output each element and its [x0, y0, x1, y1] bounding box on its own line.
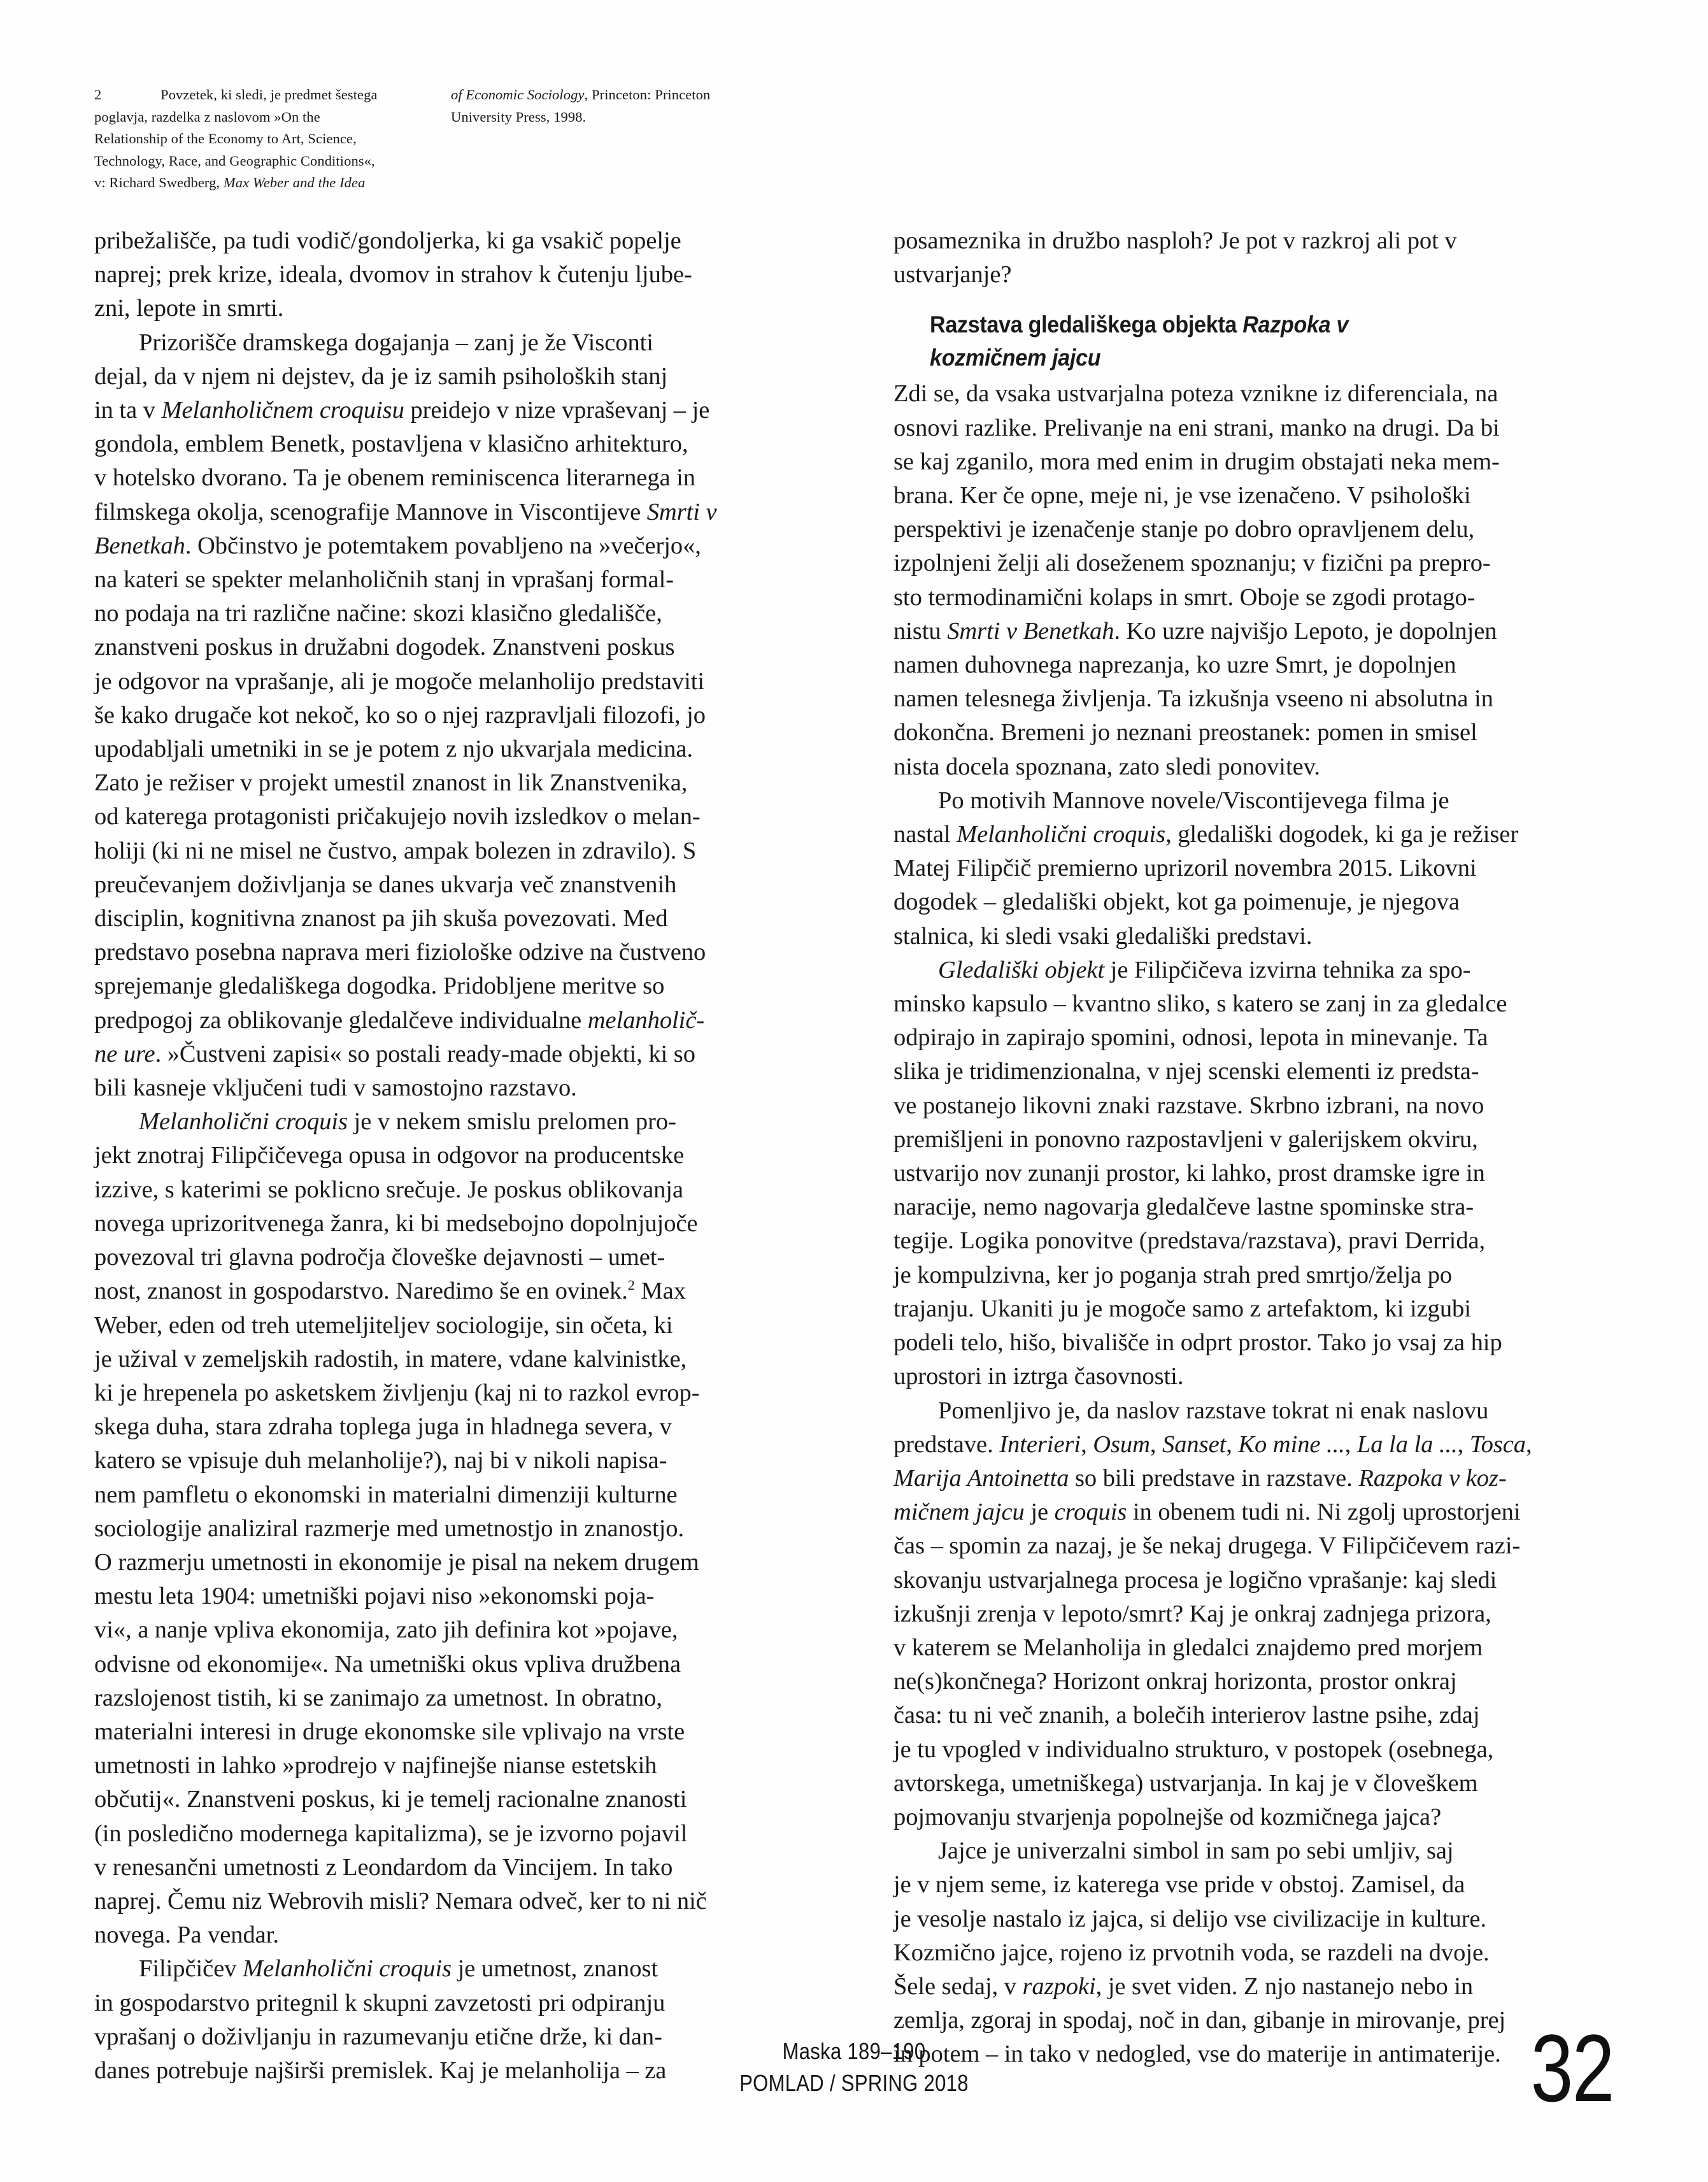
italic-run: Benetkah: [94, 532, 185, 559]
text-line: [893, 1326, 1616, 1360]
text-line: [94, 1715, 817, 1749]
text-run: Max: [634, 1278, 686, 1305]
italic-run: ne ure: [94, 1040, 155, 1067]
text-run: od katerega protagonisti pričakujejo novih izsledkov o melan-: [94, 803, 701, 831]
text-line: [94, 1885, 817, 1918]
text-line: [893, 648, 1616, 682]
text-run: disciplin, kognitivna znanost pa jih skuša povezovati. Med: [94, 905, 668, 932]
italic-run: of Economic Sociology: [451, 87, 585, 103]
page-number: 32: [1530, 2014, 1614, 2121]
text-run: na kateri se spekter melanholičnih stanj in vprašanj formal-: [94, 566, 674, 594]
text-line: [893, 1902, 1616, 1936]
italic-run: La la la ...: [1356, 1430, 1458, 1458]
text-run: ustvarjanje?: [893, 261, 1012, 289]
italic-run: Smrti v: [646, 498, 717, 525]
text-run: Zato je režiser v projekt umestil znanost in lik Znanstvenika,: [94, 769, 688, 797]
text-run: umetnosti in lahko »prodrejo v najfinejše nianse estetskih: [94, 1752, 657, 1779]
text-run: je odgovor na vprašanje, ali je mogoče melanholijo predstaviti: [94, 667, 705, 695]
text-run: upodabljali umetniki in se je potem z njo ukvarjala medicina.: [94, 736, 693, 763]
text-run: Po motivih Mannove novele/Viscontijevega filma je: [938, 787, 1449, 814]
text-run: je kompulzivna, ker jo poganja strah pred smrtjo/želja po: [893, 1261, 1453, 1288]
text-line: [94, 1444, 817, 1478]
text-line: [893, 1733, 1616, 1767]
italic-run: Ko mine ...: [1238, 1430, 1345, 1458]
text-line: [893, 1360, 1616, 1394]
text-line: [893, 1834, 1616, 1868]
text-run: posameznika in družbo nasploh? Je pot v razkroj ali pot v: [893, 227, 1457, 254]
text-run: ve postanejo likovni znaki razstave. Skrbno izbrani, na novo: [893, 1092, 1484, 1119]
text-line: [893, 1089, 1616, 1123]
text-run: in gospodarstvo pritegnil k skupni zavzetosti pri odpiranju: [94, 1989, 665, 2016]
text-run: je: [1024, 1499, 1055, 1526]
text-line: [893, 1190, 1616, 1224]
italic-run: Melanholični croquis: [139, 1108, 348, 1136]
text-run: naracije, nemo nagovarja gledalčeve lastne spominske stra-: [893, 1194, 1474, 1221]
text-run: . »Čustveni zapisi« so postali ready-made objekti, ki so: [155, 1040, 695, 1067]
text-line: [94, 461, 817, 495]
text-line: [94, 936, 817, 969]
text-run: dejal, da v njem ni dejstev, da je iz samih psiholoških stanj: [94, 362, 668, 390]
text-run: slika je tridimenzionalna, v njej scenski elementi iz predsta-: [893, 1058, 1479, 1085]
text-line: [94, 631, 817, 664]
italic-run: Marija Antoinetta: [893, 1464, 1069, 1492]
footnote-line: Technology, Race, and Geographic Conditions«,: [94, 152, 375, 169]
text-line: [893, 2004, 1616, 2037]
text-run: ,: [1525, 1430, 1532, 1458]
text-line: [94, 969, 817, 1003]
text-run: naprej. Čemu niz Webrovih misli? Nemara odveč, ker to ni nič: [94, 1887, 707, 1915]
text-line: [94, 1817, 817, 1851]
text-run: , gledališki dogodek, ki ga je režiser: [1165, 821, 1519, 848]
text-line: [893, 1157, 1616, 1190]
text-line: [893, 1699, 1616, 1732]
text-run: Filipčičev: [139, 1955, 243, 1983]
text-run: Šele sedaj, v: [893, 1972, 1023, 2000]
text-run: izzive, s katerimi se poklicno srečuje. Je poskus oblikovanja: [94, 1176, 683, 1203]
text-run: odpirajo in zapirajo spomini, odnosi, lepota in minevanje. Ta: [893, 1024, 1488, 1052]
text-line: [893, 1529, 1616, 1563]
text-run: vi«, a nanje vpliva ekonomija, zato jih definira kot »pojave,: [94, 1616, 678, 1644]
text-line: [94, 1512, 817, 1546]
text-line: [94, 1681, 817, 1715]
text-run: tegije. Logika ponovitve (predstava/razstava), pravi Derrida,: [893, 1227, 1486, 1255]
paragraph: [893, 953, 1616, 1394]
text-line: [94, 1105, 817, 1139]
text-run: razslojenost tistih, ki se zanimajo za umetnost. In obratno,: [94, 1684, 662, 1711]
text-run: uprostori in iztrga časovnosti.: [893, 1363, 1184, 1390]
text-run: avtorskega, umetniškega) ustvarjanja. In kaj je v človeškem: [893, 1769, 1478, 1797]
text-run: trajanju. Ukaniti ju je mogoče samo z artefaktom, ki izgubi: [893, 1295, 1471, 1322]
italic-run: razpoki: [1022, 1972, 1096, 2000]
text-line: [893, 750, 1616, 784]
paragraph: [94, 1105, 817, 1952]
text-run: je umetnost, znanost: [452, 1955, 658, 1983]
text-line: [893, 1394, 1616, 1428]
text-run: izkušnji zrenja v lepoto/smrt? Kaj je onkraj zadnjega prizora,: [893, 1600, 1491, 1627]
text-line: [893, 479, 1616, 513]
text-run: še kako drugače kot nekoč, ko so o njej razpravljali filozofi, jo: [94, 701, 706, 729]
text-line: [893, 920, 1616, 953]
text-line: [893, 224, 1616, 258]
text-run: perspektivi je izenačenje stanje po dobro opravljenem delu,: [893, 516, 1475, 543]
text-run: pojmovanju stvarjenja popolnejše od kozmičnega jajca?: [893, 1803, 1442, 1830]
text-run: , je svet viden. Z njo nastanejo nebo in: [1095, 1972, 1474, 2000]
text-line: [94, 563, 817, 597]
text-run: gondola, emblem Benetk, postavljena v klasično arhitekturo,: [94, 431, 688, 458]
footnote-left-column: [94, 84, 413, 194]
text-run: so bili predstave in razstave.: [1069, 1464, 1359, 1492]
text-run: preidejo v nize vpraševanj – je: [404, 397, 710, 424]
text-run: ,: [1226, 1430, 1239, 1458]
italic-run: Osum: [1093, 1430, 1150, 1458]
text-run: brana. Ker če opne, meje ni, je vse izenačeno. V psihološki: [893, 482, 1471, 510]
text-line: [893, 1936, 1616, 1970]
text-run: sto termodinamični kolaps in smrt. Oboje se zgodi protago-: [893, 583, 1476, 611]
text-run: ,: [1344, 1430, 1357, 1458]
text-run: podeli telo, hišo, bivališče in odprt prostor. Tako jo vsaj za hip: [893, 1329, 1502, 1357]
italic-run: Sanset: [1162, 1430, 1227, 1458]
text-line: [94, 1613, 817, 1647]
right-text-column: [893, 224, 1616, 2088]
text-line: [94, 1241, 817, 1274]
text-run: ,: [1081, 1430, 1093, 1458]
italic-run: kozmičnem jajcu: [930, 345, 1101, 371]
italic-run: Gledališki objekt: [938, 956, 1105, 983]
journal-issue-line: Maska 189–190: [782, 2038, 926, 2064]
text-run: je vesolje nastalo iz jajca, si delijo vse civilizacije in kulture.: [893, 1905, 1487, 1932]
text-line: [94, 529, 817, 563]
text-run: pribežališče, pa tudi vodič/gondoljerka, ki ga vsakič popelje: [94, 227, 681, 254]
text-run: je v njem seme, iz katerega vse pride v obstoj. Zamisel, da: [893, 1871, 1465, 1899]
text-line: [94, 834, 817, 868]
text-line: [893, 1021, 1616, 1055]
text-line: [94, 258, 817, 292]
text-run: holiji (ki ni ne misel ne čustvo, ampak bolezen in zdravilo). S: [94, 837, 697, 864]
text-line: [94, 1376, 817, 1410]
text-run: je tu vpogled v individualno strukturo, v postopek (osebnega,: [893, 1736, 1494, 1763]
text-run: in obenem tudi ni. Ni zgolj uprostorjeni: [1127, 1499, 1521, 1526]
text-line: [94, 1986, 817, 2020]
text-run: dogodek – gledališki objekt, kot ga poimenuje, je njegova: [893, 888, 1460, 916]
text-run: ne(s)končnega? Horizont onkraj horizonta, prostor onkraj: [893, 1668, 1457, 1695]
text-run: bili kasneje vključeni tudi v samostojno razstavo.: [94, 1074, 577, 1102]
text-line: [893, 953, 1616, 987]
text-line: [893, 1428, 1616, 1462]
text-line: [893, 784, 1616, 818]
text-line: [94, 1851, 817, 1885]
text-run: . Ko uzre najvišjo Lepoto, je dopolnjen: [1114, 617, 1497, 645]
body-columns: [94, 224, 1616, 2088]
text-line: [893, 1259, 1616, 1292]
text-run: ki je hrepenela po asketskem življenju (kaj ni to razkol evrop-: [94, 1379, 700, 1406]
text-run: zni, lepote in smrti.: [94, 295, 284, 322]
italic-run: melanholič-: [587, 1006, 705, 1034]
text-line: [893, 1123, 1616, 1157]
text-line: [893, 1970, 1616, 2004]
text-run: Matej Filipčič premierno uprizoril novembra 2015. Likovni: [893, 855, 1477, 882]
text-run: odvisne od ekonomije«. Na umetniški okus vpliva družbena: [94, 1650, 681, 1678]
text-line: [893, 1055, 1616, 1088]
text-line: [94, 1139, 817, 1173]
text-line: [94, 224, 817, 258]
text-line: [94, 360, 817, 394]
text-line: [893, 682, 1616, 716]
text-line: [893, 411, 1616, 445]
text-run: vprašanj o doživljanju in razumevanju etične drže, ki dan-: [94, 2023, 662, 2050]
text-line: [893, 1462, 1616, 1495]
footnote-line: poglavja, razdelka z naslovom »On the: [94, 108, 320, 125]
text-run: Jajce je univerzalni simbol in sam po sebi umljiv, saj: [938, 1837, 1454, 1865]
text-run: je Filipčičeva izvirna tehnika za spo-: [1104, 956, 1471, 983]
text-line: [893, 1597, 1616, 1631]
text-run: premišljeni in ponovno razpostavljeni v galerijskem okviru,: [893, 1125, 1478, 1153]
text-run: novega uprizoritvenega žanra, ki bi medsebojno dopolnjujoče: [94, 1209, 698, 1237]
text-run: jekt znotraj Filipčičevega opusa in odgovor na producentske: [94, 1142, 685, 1169]
text-line: [94, 800, 817, 834]
text-line: [893, 987, 1616, 1021]
text-run: novega. Pa vendar.: [94, 1922, 279, 1949]
text-line: [893, 885, 1616, 919]
text-run: skovanju ustvarjalnega procesa je logično vprašanje: kaj sledi: [893, 1566, 1497, 1594]
italic-run: Melanholičnem croquisu: [161, 397, 404, 424]
italic-run: Melanholični croquis: [957, 821, 1166, 848]
text-run: nista docela spoznana, zato sledi ponovitev.: [893, 753, 1320, 780]
text-run: O razmerju umetnosti in ekonomije je pisal na nekem drugem: [94, 1548, 699, 1576]
text-line: [893, 615, 1616, 648]
text-line: [893, 546, 1616, 580]
text-line: [893, 1767, 1616, 1801]
text-run: je v nekem smislu prelomen pro-: [347, 1108, 676, 1136]
italic-run: croquis: [1054, 1499, 1127, 1526]
text-run: dokončna. Bremeni jo neznani preostanek: pomen in smisel: [893, 719, 1477, 746]
text-run: predstavo posebna naprava meri fiziološke odzive na čustveno: [94, 939, 706, 966]
text-run: osnovi razlike. Prelivanje na eni strani, manko na drugi. Da bi: [893, 414, 1500, 441]
text-line: [94, 326, 817, 360]
text-line: [94, 427, 817, 461]
text-line: [94, 1038, 817, 1071]
text-line: [893, 1495, 1616, 1529]
text-line: [94, 699, 817, 732]
paragraph: [94, 326, 817, 1106]
text-run: nastal: [893, 821, 957, 848]
paragraph: [893, 377, 1616, 783]
text-run: skega duha, stara zdraha toplega juga in hladnega severa, v: [94, 1413, 672, 1441]
text-line: [94, 1579, 817, 1613]
text-line: [94, 1749, 817, 1783]
text-run: izpolnjeni želji ali doseženem spoznanju; v fizični pa prepro-: [893, 550, 1491, 577]
text-line: [893, 1224, 1616, 1258]
text-run: stalnica, ki sledi vsaki gledališki predstavi.: [893, 922, 1313, 950]
text-line: [94, 1004, 817, 1038]
text-line: [893, 1631, 1616, 1665]
text-line: [94, 1952, 817, 1986]
text-run: Weber, eden od treh utemeljiteljev sociologije, sin očeta, ki: [94, 1311, 673, 1339]
footnote-line: Relationship of the Economy to Art, Science,: [94, 131, 357, 147]
text-run: preučevanjem doživljanja se danes ukvarja več znanstvenih: [94, 871, 677, 898]
footnote-line: University Press, 1998.: [451, 108, 587, 125]
text-run: (in posledično modernega kapitalizma), se je izvorno pojavil: [94, 1820, 688, 1847]
journal-season-line: POMLAD / SPRING 2018: [739, 2070, 969, 2096]
paragraph: [893, 224, 1616, 292]
text-line: [94, 868, 817, 902]
text-run: nem pamfletu o ekonomski in materialni dimenziji kulturne: [94, 1481, 678, 1508]
footnote-line: of Economic Sociology, Princeton: Princeton: [451, 87, 711, 103]
text-line: [893, 818, 1616, 852]
text-line: [94, 1648, 817, 1681]
text-line: [893, 852, 1616, 885]
text-run: sociologije analiziral razmerje med umetnostjo in znanostjo.: [94, 1515, 685, 1542]
section-heading-line: [893, 341, 1558, 374]
text-run: v katerem se Melanholija in gledalci znajdemo pred morjem: [893, 1634, 1483, 1661]
text-line: [94, 292, 817, 325]
section-heading: [893, 292, 1558, 377]
text-line: [94, 1478, 817, 1512]
footnote-line: v: Richard Swedberg, Max Weber and the Idea: [94, 175, 366, 191]
text-line: [893, 1801, 1616, 1834]
text-run: naprej; prek krize, ideala, dvomov in strahov k čutenju ljube-: [94, 261, 692, 289]
italic-run: mičnem jajcu: [893, 1499, 1025, 1526]
text-line: [893, 1868, 1616, 1902]
text-line: [94, 902, 817, 936]
text-line: [893, 1665, 1616, 1699]
text-line: [893, 716, 1616, 750]
italic-run: Tosca: [1469, 1430, 1526, 1458]
paragraph: [893, 1394, 1616, 1835]
text-run: povezoval tri glavna področja človeške dejavnosti – umet-: [94, 1244, 665, 1271]
footnote-line: 2 Povzetek, ki sledi, je predmet šestega: [94, 87, 378, 103]
text-run: je užival v zemeljskih radostih, in matere, vdane kalvinistke,: [94, 1345, 687, 1373]
text-run: namen duhovnega naprezanja, ko uzre Smrt, je dopolnjen: [893, 652, 1456, 679]
italic-run: Interieri: [999, 1430, 1081, 1458]
text-line: [94, 1173, 817, 1207]
text-line: [94, 597, 817, 631]
text-line: [94, 1546, 817, 1579]
text-line: [94, 394, 817, 427]
text-run: no podaja na tri različne načine: skozi klasično gledališče,: [94, 600, 662, 627]
text-line: [893, 377, 1616, 411]
text-run: predpogoj za oblikovanje gledalčeve individualne: [94, 1006, 588, 1034]
text-line: [893, 445, 1616, 479]
journal-imprint: [120, 2036, 1589, 2099]
text-run: se kaj zganilo, mora med enim in drugim obstajati neka mem-: [893, 448, 1500, 475]
text-run: filmskega okolja, scenografije Mannove in Viscontijeve: [94, 498, 647, 525]
italic-run: Razpoka v: [1242, 311, 1349, 338]
text-run: katero se vpisuje duh melanholije?), naj bi v nikoli napisa-: [94, 1447, 667, 1474]
text-run: Zdi se, da vsaka ustvarjalna poteza vznikne iz diferenciala, na: [893, 380, 1498, 408]
text-line: [893, 258, 1616, 292]
text-line: [94, 732, 817, 766]
text-line: [94, 665, 817, 699]
text-line: [94, 1071, 817, 1105]
text-run: znanstveni poskus in družabni dogodek. Znanstveni poskus: [94, 634, 675, 661]
text-run: v hotelsko dvorano. Ta je obenem reminiscenca literarnega in: [94, 464, 695, 492]
text-line: [94, 766, 817, 800]
text-run: nost, znanost in gospodarstvo. Naredimo še en ovinek.: [94, 1278, 628, 1305]
text-line: [94, 1309, 817, 1343]
text-run: nistu: [893, 617, 948, 645]
text-line: [94, 1343, 817, 1376]
italic-run: Smrti v Benetkah: [947, 617, 1114, 645]
text-run: mestu leta 1904: umetniški pojavi niso »ekonomski poja-: [94, 1583, 655, 1610]
text-run: predstave.: [893, 1430, 1000, 1458]
text-run: danes potrebuje najširši premislek. Kaj je melanholija – za: [94, 2057, 667, 2084]
text-run: zemlja, zgoraj in spodaj, noč in dan, gibanje in mirovanje, prej: [893, 2007, 1506, 2034]
paragraph: [893, 784, 1616, 953]
text-line: [94, 1410, 817, 1444]
paragraph: [94, 224, 817, 326]
text-line: [893, 581, 1616, 615]
text-run: minsko kapsulo – kvantno sliko, s katero se zanj in za gledalce: [893, 990, 1507, 1018]
text-run: v renesančni umetnosti z Leondardom da Vincijem. In tako: [94, 1853, 673, 1881]
text-run: namen telesnega življenja. Ta izkušnja vseeno ni absolutna in: [893, 685, 1493, 713]
italic-run: Max Weber and the Idea: [223, 175, 366, 191]
text-run: časa: tu ni več znanih, a bolečih interierov lastne psihe, zdaj: [893, 1702, 1480, 1729]
footnote-right-column: [451, 84, 769, 194]
footnote-number: 2: [94, 87, 102, 103]
text-line: [94, 496, 817, 529]
text-line: [893, 1292, 1616, 1326]
text-line: [94, 1918, 817, 1952]
text-run: in ta v: [94, 397, 162, 424]
text-run: in potem – in tako v nedogled, vse do materije in antimaterije.: [893, 2041, 1501, 2068]
text-run: Pomenljivo je, da naslov razstave tokrat ni enak naslovu: [938, 1397, 1489, 1424]
text-run: . Občinstvo je potemtakem povabljeno na »večerjo«,: [185, 532, 701, 559]
left-text-column: [94, 224, 817, 2088]
text-line: [94, 1207, 817, 1241]
text-line: [893, 513, 1616, 546]
footnote-block: [94, 84, 1616, 194]
text-run: sprejemanje gledališkega dogodka. Pridobljene meritve so: [94, 973, 665, 1000]
text-line: [94, 1783, 817, 1816]
text-run: občutij«. Znanstveni poskus, ki je temelj racionalne znanosti: [94, 1786, 687, 1813]
text-run: Prizorišče dramskega dogajanja – zanj je že Visconti: [139, 329, 653, 356]
text-run: Kozmično jajce, rojeno iz prvotnih voda, se razdeli na dvoje.: [893, 1939, 1490, 1966]
text-line: [893, 1564, 1616, 1597]
italic-run: Razpoka v koz-: [1358, 1464, 1507, 1492]
text-run: ,: [1457, 1430, 1470, 1458]
text-line: [94, 1274, 817, 1308]
text-run: ,: [1149, 1430, 1163, 1458]
section-heading-line: Razstava gledališkega objekta Razpoka v: [930, 311, 1349, 338]
footnote-reference[interactable]: 2: [627, 1277, 635, 1294]
italic-run: Melanholični croquis: [243, 1955, 452, 1983]
text-run: materialni interesi in druge ekonomske sile vplivajo na vrste: [94, 1718, 685, 1745]
text-run: čas – spomin za nazaj, je še nekaj drugega. V Filipčičevem razi-: [893, 1532, 1521, 1560]
text-run: ustvarijo nov zunanji prostor, ki lahko, prost dramske igre in: [893, 1160, 1485, 1187]
